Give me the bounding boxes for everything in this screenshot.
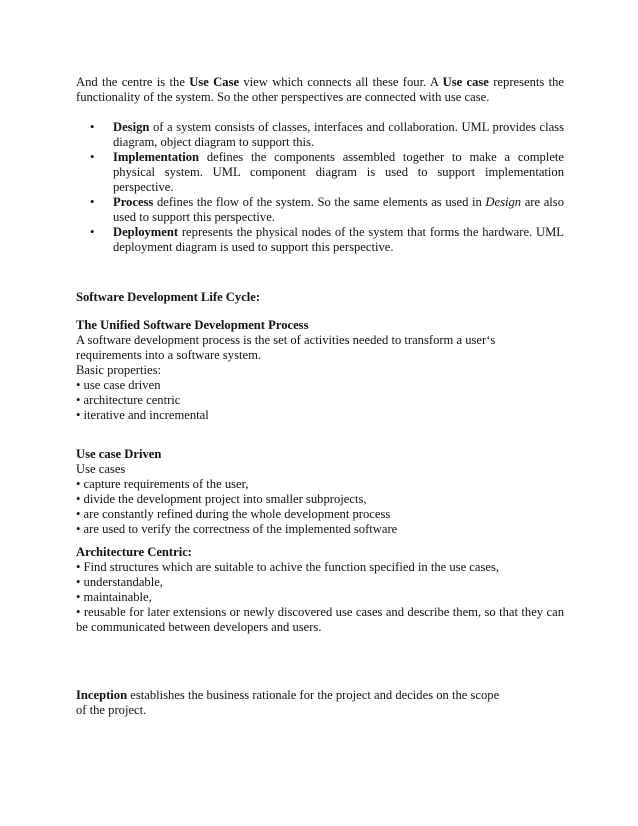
perspective-text: defines the flow of the system. So the same elements as used in [153,195,486,209]
perspective-text: of a system consists of classes, interfaces and collaboration. UML provides class diagram, object diagram to support this. [113,120,564,149]
perspective-term: Process [113,195,154,209]
perspective-italic: Design [485,195,522,209]
perspective-term: Deployment [113,225,179,239]
list-item [76,225,564,255]
list-item: • capture requirements of the user, [76,477,249,491]
unified-heading: The Unified Software Development Process [76,318,309,332]
inception-line-1: establishes the business rationale for the project and decides on the scope [127,688,500,702]
list-item: • understandable, [76,575,163,589]
perspective-text: represents the physical nodes of the system that forms the hardware. UML deployment diagram is used to support this perspective. [113,225,564,254]
list-item: • architecture centric [76,393,181,407]
use-case-driven-line: Use cases [76,462,126,476]
use-case-driven-section [76,447,564,537]
unified-line-1: A software development process is the set of activities needed to transform a user‘s [76,333,496,347]
list-item: • maintainable, [76,590,152,604]
list-item: • iterative and incremental [76,408,209,422]
inception-section [76,688,564,718]
intro-paragraph [76,75,564,105]
perspective-text: are also used to support this perspective. [113,195,564,224]
intro-use-case-view: Use Case [189,75,240,89]
inception-line-2: of the project. [76,703,147,717]
intro-text-1: And the centre is the [76,75,190,89]
unified-process-section [76,318,564,423]
list-item [76,120,564,150]
perspective-text: defines the components assembled together to make a complete physical system. UML component diagram is used to support implementation perspective. [113,150,564,194]
architecture-section [76,545,564,635]
perspective-term: Implementation [113,150,200,164]
list-item [76,195,564,225]
architecture-heading: Architecture Centric: [76,545,192,559]
list-item: • divide the development project into smaller subprojects, [76,492,367,506]
list-item: • Find structures which are suitable to achive the function specified in the use cases, [76,560,500,574]
perspectives-list [76,120,564,255]
unified-line-3: Basic properties: [76,363,161,377]
sdlc-heading [76,290,564,305]
intro-text-3: represents the functionality of the system. So the other perspectives are connected with use case. [76,75,564,104]
use-case-driven-heading: Use case Driven [76,447,162,461]
inception-term: Inception [76,688,128,702]
intro-text-2: view which connects all these four. A [239,75,443,89]
sdlc-heading-text: Software Development Life Cycle: [76,290,261,304]
unified-line-2: requirements into a software system. [76,348,262,362]
list-item [76,150,564,195]
list-item: • use case driven [76,378,161,392]
perspective-term: Design [113,120,150,134]
list-item: • are used to verify the correctness of the implemented software [76,522,398,536]
list-item: • are constantly refined during the whole development process [76,507,391,521]
intro-use-case: Use case [442,75,489,89]
list-item: • reusable for later extensions or newly discovered use cases and describe them, so that they can be communicated between developers and users. [76,605,564,634]
